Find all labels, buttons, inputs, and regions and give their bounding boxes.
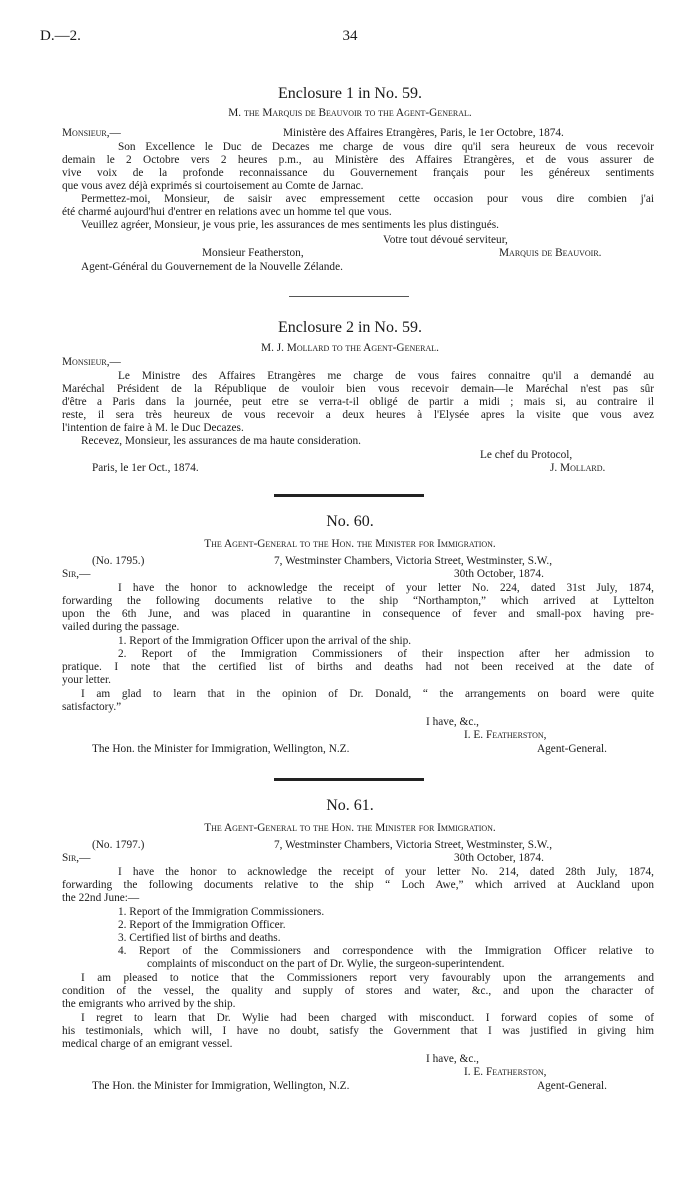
- letter-61-line: his testimonials, which will, I have no doubt, satisfy the Government that I was justified in giving him: [62, 1025, 654, 1037]
- letter-60-addressee: The Hon. the Minister for Immigration, Wellington, N.Z.: [92, 743, 350, 755]
- enclosure-1-title: Enclosure 1 in No. 59.: [278, 85, 422, 102]
- letter-61-line: I have the honor to acknowledge the receipt of your letter No. 214, dated 28th July, 1874,: [118, 866, 654, 878]
- letter-61-line: medical charge of an emigrant vessel.: [62, 1038, 233, 1050]
- enclosure-1-subtitle: M. the Marquis de Beauvoir to the Agent-General.: [228, 107, 472, 119]
- letter-60-line: I have the honor to acknowledge the receipt of your letter No. 224, dated 31st July, 1874,: [118, 582, 654, 594]
- document-reference: D.—2.: [40, 28, 81, 44]
- page-header: [40, 28, 660, 48]
- letter-61-line: the emigrants who arrived by the ship.: [62, 998, 236, 1010]
- enclosure-1-line: demain le 2 Octobre vers 2 heures p.m., au Ministère des Affaires Etrangères, et de vous assurer de: [62, 154, 654, 166]
- enclosure-2-line: Recevez, Monsieur, les assurances de ma haute consideration.: [81, 435, 361, 447]
- letter-61-line: forwarding the following documents relative to the ship “ Loch Awe,” which arrived at Auckland upon: [62, 879, 654, 891]
- letter-61-item: 2. Report of the Immigration Officer.: [118, 919, 286, 931]
- letter-60-salutation: Sir,—: [62, 568, 91, 580]
- letter-60-line: I am glad to learn that in the opinion of Dr. Donald, “ the arrangements on board were quite: [81, 688, 654, 700]
- letter-60-line: upon the 6th June, and was placed in quarantine in consequence of fever and small-pox having pre-: [62, 608, 654, 620]
- section-divider: [274, 778, 424, 781]
- enclosure-1-line: Veuillez agréer, Monsieur, je vous prie, les assurances de mes sentiments les plus distingués.: [81, 219, 499, 231]
- letter-60-subtitle: The Agent-General to the Hon. the Minister for Immigration.: [204, 538, 496, 550]
- section-divider: [289, 296, 409, 297]
- enclosure-1-addressee-title: Agent-Général du Gouvernement de la Nouvelle Zélande.: [81, 261, 343, 273]
- letter-61-item: 1. Report of the Immigration Commissioners.: [118, 906, 325, 918]
- enclosure-1-place-date: Ministère des Affaires Etrangères, Paris, le 1er Octobre, 1874.: [283, 127, 564, 139]
- enclosure-2-salutation: Monsieur,—: [62, 356, 121, 368]
- letter-60-signature: I. E. Featherston,: [464, 729, 547, 741]
- letter-60-title: No. 60.: [326, 513, 374, 530]
- letter-60-item: your letter.: [62, 674, 111, 686]
- letter-60-closing: I have, &c.,: [426, 716, 480, 728]
- enclosure-1-line: Permettez-moi, Monsieur, de saisir avec empressement cette occasion pour vous dire combien j'ai: [81, 193, 654, 205]
- letter-61-line: condition of the vessel, the quality and supply of stores and water, &c., and upon the character of: [62, 985, 654, 997]
- enclosure-1-line: Son Excellence le Duc de Decazes me charge de vous dire qu'il sera heureux de vous recevoir: [118, 141, 654, 153]
- letter-60-line: satisfactory.”: [62, 701, 122, 713]
- letter-61-date: 30th October, 1874.: [454, 852, 544, 864]
- letter-61-line: I am pleased to notice that the Commissioners report very favourably upon the arrangements and: [81, 972, 654, 984]
- enclosure-2-line: Maréchal Président de la République de vouloir bien vous recevoir demain—le Maréchal n'est pas sûr: [62, 383, 654, 395]
- letter-60-item: 1. Report of the Immigration Officer upon the arrival of the ship.: [118, 635, 412, 647]
- enclosure-2-line: l'intention de faire à M. le Duc Decazes.: [62, 422, 244, 434]
- letter-61-ref: (No. 1797.): [92, 839, 145, 851]
- letter-60-address: 7, Westminster Chambers, Victoria Street, Westminster, S.W.,: [274, 555, 553, 567]
- letter-61-sign-title: Agent-General.: [537, 1080, 607, 1092]
- letter-60-line: forwarding the following documents relative to the ship “Northampton,” which arrived at Lyttelton: [62, 595, 654, 607]
- letter-61-closing: I have, &c.,: [426, 1053, 480, 1065]
- letter-61-line: I regret to learn that Dr. Wylie had been charged with misconduct. I forward copies of some of: [81, 1012, 654, 1024]
- enclosure-1-line: que vous avez déjà exprimés si courtoisement au Comte de Jarnac.: [62, 180, 364, 192]
- enclosure-2-title: Enclosure 2 in No. 59.: [278, 319, 422, 336]
- letter-61-salutation: Sir,—: [62, 852, 91, 864]
- letter-61-address: 7, Westminster Chambers, Victoria Street, Westminster, S.W.,: [274, 839, 553, 851]
- enclosure-2-line: d'être a Paris dans la journée, peut etre se verra-t-il obligé de partir a midi ; mais si, au contraire il: [62, 396, 654, 408]
- letter-61-item: 4. Report of the Commissioners and correspondence with the Immigration Officer relative to: [118, 945, 654, 957]
- enclosure-2-line: Le Ministre des Affaires Etrangères me charge de vous faires connaitre qu'il a demandé au: [118, 370, 654, 382]
- letter-60-sign-title: Agent-General.: [537, 743, 607, 755]
- letter-61-line: the 22nd June:—: [62, 892, 140, 904]
- enclosure-2-closing: Le chef du Protocol,: [480, 449, 573, 461]
- enclosure-1-line: vive voix de la profonde reconnaissance du Gouvernement français pour les généreux sentiments: [62, 167, 654, 179]
- enclosure-2-signature: J. Mollard.: [550, 462, 606, 474]
- section-divider: [274, 494, 424, 497]
- enclosure-2-subtitle: M. J. Mollard to the Agent-General.: [261, 342, 439, 354]
- letter-60-ref: (No. 1795.): [92, 555, 145, 567]
- letter-61-subtitle: The Agent-General to the Hon. the Minister for Immigration.: [204, 822, 496, 834]
- letter-61-title: No. 61.: [326, 797, 374, 814]
- letter-60-line: vailed during the passage.: [62, 621, 180, 633]
- letter-60-date: 30th October, 1874.: [454, 568, 544, 580]
- letter-61-item: 3. Certified list of births and deaths.: [118, 932, 281, 944]
- enclosure-1-salutation: Monsieur,—: [62, 127, 121, 139]
- enclosure-1-signature: Marquis de Beauvoir.: [499, 247, 602, 259]
- enclosure-2-place-date: Paris, le 1er Oct., 1874.: [92, 462, 199, 474]
- enclosure-1-closing: Votre tout dévoué serviteur,: [383, 234, 508, 246]
- enclosure-1-line: été charmé aujourd'hui d'entrer en relations avec un homme tel que vous.: [62, 206, 392, 218]
- enclosure-2-line: reste, il sera très heureux de vous recevoir a deux heures à l'Elysée apres la visite que vous avez: [62, 409, 654, 421]
- letter-61-addressee: The Hon. the Minister for Immigration, Wellington, N.Z.: [92, 1080, 350, 1092]
- enclosure-1-addressee: Monsieur Featherston,: [202, 247, 304, 259]
- letter-60-item: 2. Report of the Immigration Commissioners of their inspection after her admission to: [118, 648, 654, 660]
- letter-60-item: pratique. I note that the certified list of births and deaths had not been received at the date of: [62, 661, 654, 673]
- letter-61-item: complaints of misconduct on the part of Dr. Wylie, the surgeon-superintendent.: [147, 958, 505, 970]
- page-number: 34: [342, 28, 358, 44]
- letter-61-signature: I. E. Featherston,: [464, 1066, 547, 1078]
